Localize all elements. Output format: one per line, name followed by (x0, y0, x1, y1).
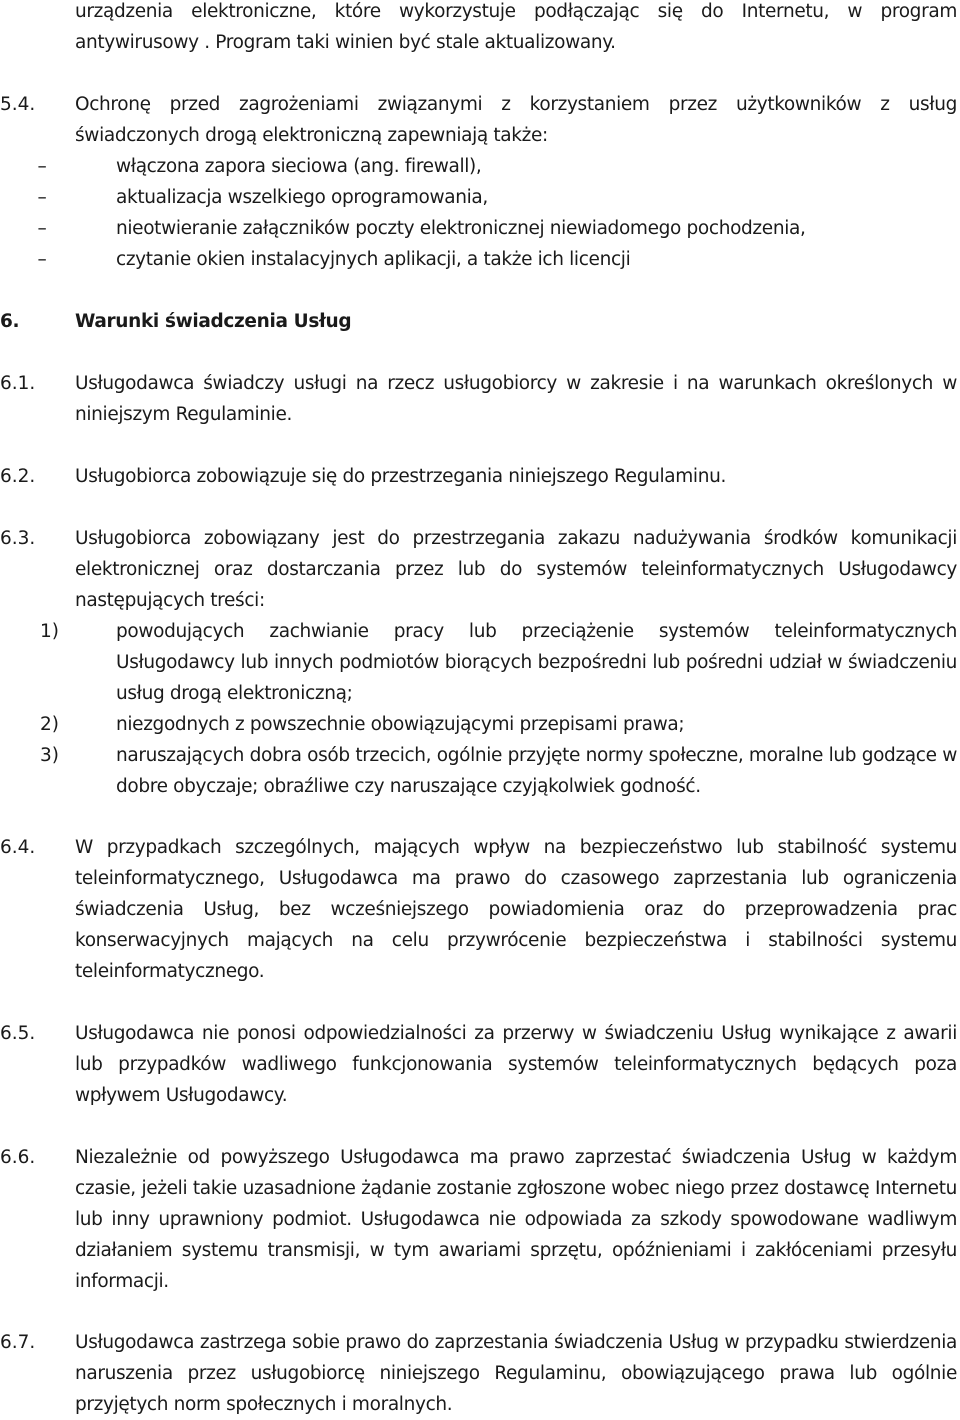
paragraph-number: 6.2. (0, 466, 36, 487)
paragraph-text: Usługobiorca zobowiązuje się do przestrzegania niniejszego Regulaminu. (75, 466, 726, 487)
dash-bullet: – (37, 218, 47, 239)
list-item-text: powodujących zachwianie pracy lub przeciążenie systemów teleinformatycznych Usługodawcy lub innych podmiotów biorących bezpośredni lub pośredni udział w świadczeniu usług drogą elektroniczną; (116, 621, 957, 704)
paragraph-text: W przypadkach szczególnych, mających wpływ na bezpieczeństwo lub stabilność systemu teleinformatycznego, Usługodawca ma prawo do czasowego zaprzestania lub ograniczenia świadczenia Usług, bez wcześniejszego powiadomienia oraz do przeprowadzenia prac konserwacyjnych mających na celu przywrócenie bezpieczeństwa i stabilności systemu teleinformatycznego. (75, 837, 957, 982)
list-item (0, 244, 960, 275)
list-item (0, 151, 960, 182)
list-item-number: 1) (40, 621, 59, 642)
paragraph-text: Ochronę przed zagrożeniami związanymi z korzystaniem przez użytkowników z usług świadczonych drogą elektroniczną zapewniają także: (75, 94, 957, 146)
paragraph-text: Usługobiorca zobowiązany jest do przestrzegania zakazu nadużywania środków komunikacji elektronicznej oraz dostarczania przez lub do systemów teleinformatycznych Usługodawcy następujących treści: (75, 528, 957, 611)
dash-bullet: – (37, 187, 47, 208)
paragraph-text: Usługodawca zastrzega sobie prawo do zaprzestania świadczenia Usług w przypadku stwierdzenia naruszenia przez usługobiorcę niniejszego Regulaminu, obowiązującego prawa lub ogólnie przyjętych norm społecznych i moralnych. (75, 1332, 957, 1415)
paragraph-number: 5.4. (0, 94, 36, 115)
list-item-number: 3) (40, 745, 59, 766)
paragraph-number: 6.5. (0, 1023, 36, 1044)
paragraph-text: Niezależnie od powyższego Usługodawca ma prawo zaprzestać świadczenia Usług w każdym czasie, jeżeli takie uzasadnione żądanie zostanie zgłoszone wobec niego przez dostawcę Internetu lub inny uprawniony podmiot. Usługodawca nie odpowiada za szkody spowodowane wadliwym działaniem systemu transmisji, w tym awariami sprzętu, opóźnieniami i zakłóceniami przesyłu informacji. (75, 1147, 957, 1292)
paragraph-continuation: urządzenia elektroniczne, które wykorzystuje podłączając się do Internetu, w program antywirusowy . Program taki winien być stale aktualizowany. (75, 1, 957, 53)
list-item-text: włączona zapora sieciowa (ang. firewall), (116, 156, 482, 177)
list-item-text: naruszających dobra osób trzecich, ogólnie przyjęte normy społeczne, moralne lub godzące w dobre obyczaje; obraźliwe czy naruszające czyjąkolwiek godność. (116, 745, 957, 797)
section-number: 6. (0, 311, 20, 332)
section-title: Warunki świadczenia Usług (75, 311, 352, 332)
paragraph-number: 6.4. (0, 837, 36, 858)
paragraph-number: 6.3. (0, 528, 36, 549)
list-item-text: niezgodnych z powszechnie obowiązującymi przepisami prawa; (116, 714, 685, 735)
paragraph-number: 6.1. (0, 373, 36, 394)
list-item-number: 2) (40, 714, 59, 735)
dash-bullet: – (37, 156, 47, 177)
dash-bullet: – (37, 249, 47, 270)
list-item-text: nieotwieranie załączników poczty elektronicznej niewiadomego pochodzenia, (116, 218, 806, 239)
paragraph-number: 6.6. (0, 1147, 36, 1168)
paragraph-number: 6.7. (0, 1332, 36, 1353)
list-item (0, 182, 960, 213)
list-item (0, 213, 960, 244)
list-item-text: czytanie okien instalacyjnych aplikacji, a także ich licencji (116, 249, 631, 270)
list-item-text: aktualizacja wszelkiego oprogramowania, (116, 187, 488, 208)
paragraph-text: Usługodawca nie ponosi odpowiedzialności za przerwy w świadczeniu Usług wynikające z awarii lub przypadków wadliwego funkcjonowania systemów teleinformatycznych będących poza wpływem Usługodawcy. (75, 1023, 957, 1106)
paragraph-text: Usługodawca świadczy usługi na rzecz usługobiorcy w zakresie i na warunkach określonych w niniejszym Regulaminie. (75, 373, 957, 425)
